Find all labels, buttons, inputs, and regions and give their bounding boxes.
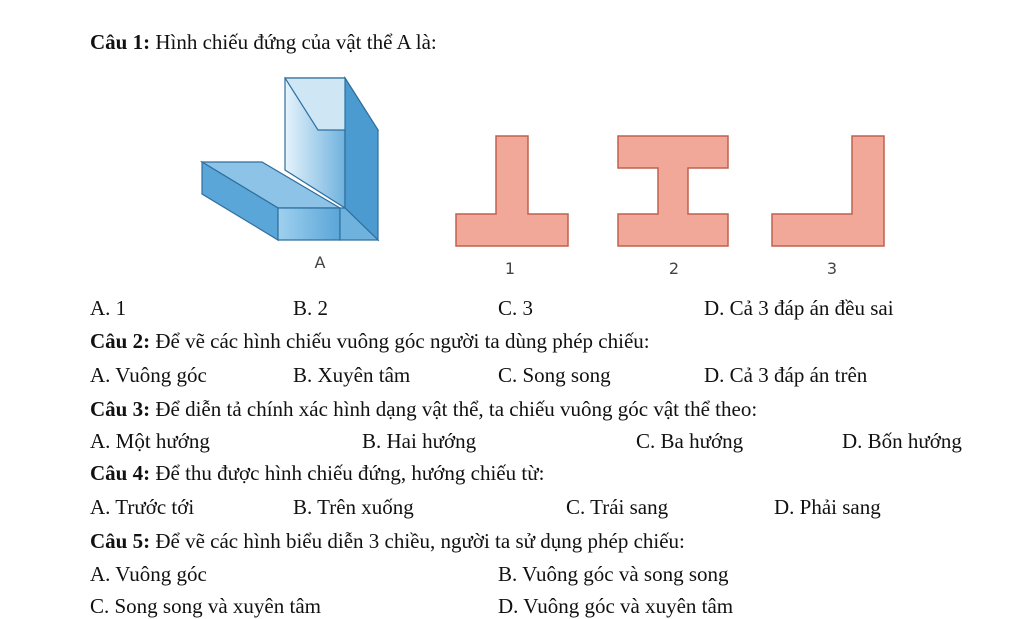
q2-option-b[interactable]: B. Xuyên tâm [293,363,411,387]
question-3-label: Câu 3: [90,397,151,421]
q2-option-d[interactable]: D. Cả 3 đáp án trên [704,363,868,387]
question-4-label: Câu 4: [90,461,151,485]
q1-option-a[interactable]: A. 1 [90,296,127,320]
question-5-label: Câu 5: [90,529,151,553]
question-1-label: Câu 1: [90,30,151,54]
object-a-drawing [202,78,378,240]
question-2-text: Để vẽ các hình chiếu vuông góc người ta dùng phép chiếu: [150,329,650,353]
q4-option-c[interactable]: C. Trái sang [566,495,669,519]
question-3 [90,397,757,421]
question-1-text: Hình chiếu đứng của vật thể A là: [150,30,437,54]
q3-option-b[interactable]: B. Hai hướng [362,429,477,453]
q1-option-b[interactable]: B. 2 [293,296,329,320]
question-3-text: Để diễn tả chính xác hình dạng vật thể, ta chiếu vuông góc vật thể theo: [150,397,758,421]
q1-option-d[interactable]: D. Cả 3 đáp án đều sai [704,296,894,320]
question-4 [90,461,544,485]
q3-option-a[interactable]: A. Một hướng [90,429,210,453]
q5-option-d[interactable]: D. Vuông góc và xuyên tâm [498,594,734,618]
figure-label-3: 3 [826,259,838,278]
figure-projections [190,60,910,290]
q2-option-a[interactable]: A. Vuông góc [90,363,207,387]
q5-option-b[interactable]: B. Vuông góc và song song [498,562,729,586]
q5-option-c[interactable]: C. Song song và xuyên tâm [90,594,321,618]
projection-2-shape [618,136,728,246]
projection-1-shape [456,136,568,246]
figure-label-1: 1 [504,259,516,278]
question-5-text: Để vẽ các hình biểu diễn 3 chiều, người ta sử dụng phép chiếu: [150,529,685,553]
question-2 [90,329,650,353]
q3-option-d[interactable]: D. Bốn hướng [842,429,962,453]
figure-label-2: 2 [668,259,680,278]
q5-option-a[interactable]: A. Vuông góc [90,562,207,586]
question-2-label: Câu 2: [90,329,151,353]
projection-3-shape [772,136,884,246]
q4-option-d[interactable]: D. Phải sang [774,495,881,519]
question-5 [90,529,685,553]
question-1 [90,30,437,54]
q1-option-c[interactable]: C. 3 [498,296,534,320]
question-4-text: Để thu được hình chiếu đứng, hướng chiếu từ: [150,461,545,485]
q3-option-c[interactable]: C. Ba hướng [636,429,744,453]
q4-option-b[interactable]: B. Trên xuống [293,495,414,519]
q2-option-c[interactable]: C. Song song [498,363,611,387]
q4-option-a[interactable]: A. Trước tới [90,495,195,519]
figure-label-a: A [314,253,326,272]
